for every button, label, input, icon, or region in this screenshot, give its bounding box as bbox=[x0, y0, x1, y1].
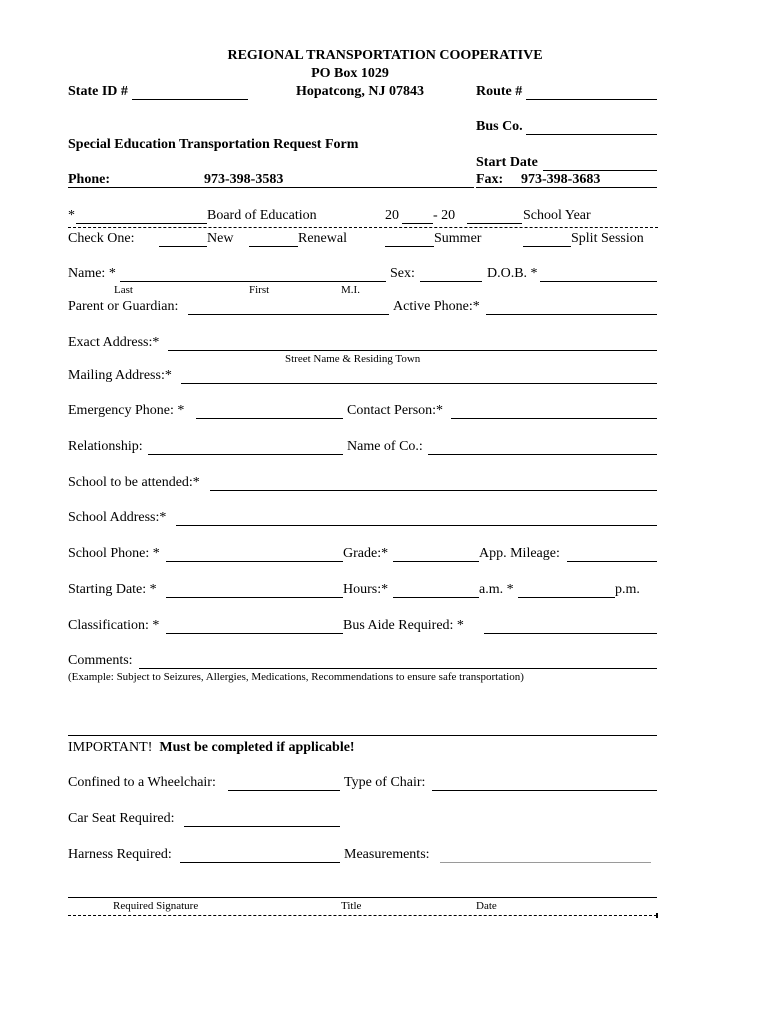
year-end-field[interactable] bbox=[468, 208, 521, 223]
divider-dashed-bottom bbox=[68, 915, 657, 916]
name-of-co-line bbox=[428, 454, 657, 455]
car-seat-line bbox=[184, 826, 340, 827]
route-line bbox=[526, 99, 657, 100]
starting-date-line bbox=[166, 597, 343, 598]
school-phone-field[interactable] bbox=[168, 546, 341, 561]
fax-label: Fax: bbox=[476, 172, 504, 187]
comments-example: (Example: Subject to Seizures, Allergies, Medications, Recommendations to ensure safe transportation) bbox=[68, 671, 524, 683]
check-split-field[interactable] bbox=[524, 231, 570, 246]
grade-line bbox=[393, 561, 479, 562]
check-renewal-label: Renewal bbox=[298, 231, 347, 246]
harness-line bbox=[180, 862, 340, 863]
classification-label: Classification: * bbox=[68, 618, 160, 633]
sex-field[interactable] bbox=[421, 266, 481, 281]
school-year-label: School Year bbox=[523, 208, 591, 223]
school-address-label: School Address:* bbox=[68, 510, 167, 525]
title-caption: Title bbox=[341, 900, 362, 912]
board-of-education-field[interactable] bbox=[78, 208, 205, 223]
hours-label: Hours:* bbox=[343, 582, 389, 597]
dob-line bbox=[540, 281, 657, 282]
school-attended-line bbox=[210, 490, 657, 491]
start-date-label: Start Date bbox=[476, 155, 538, 170]
harness-field[interactable] bbox=[182, 847, 338, 862]
wheelchair-label: Confined to a Wheelchair: bbox=[68, 775, 216, 790]
mailing-address-field[interactable] bbox=[183, 368, 655, 383]
check-summer-line bbox=[385, 246, 434, 247]
sex-line bbox=[420, 281, 482, 282]
city-line: Hopatcong, NJ 07843 bbox=[296, 84, 424, 99]
car-seat-field[interactable] bbox=[186, 811, 338, 826]
harness-label: Harness Required: bbox=[68, 847, 172, 862]
state-id-label: State ID # bbox=[68, 84, 128, 99]
route-label: Route # bbox=[476, 84, 523, 99]
classification-line bbox=[166, 633, 343, 634]
emergency-phone-label: Emergency Phone: * bbox=[68, 403, 185, 418]
date-caption: Date bbox=[476, 900, 497, 912]
year-start-line bbox=[402, 223, 433, 224]
bus-aide-label: Bus Aide Required: * bbox=[343, 618, 464, 633]
bus-aide-line bbox=[484, 633, 657, 634]
state-id-line bbox=[132, 99, 248, 100]
name-field[interactable] bbox=[122, 266, 384, 281]
phone-underline bbox=[68, 187, 474, 188]
bus-aide-field[interactable] bbox=[486, 618, 655, 633]
chair-type-label: Type of Chair: bbox=[344, 775, 426, 790]
fax-underline bbox=[476, 187, 657, 188]
year-mid: - 20 bbox=[433, 208, 456, 223]
contact-person-field[interactable] bbox=[453, 403, 655, 418]
active-phone-field[interactable] bbox=[487, 299, 656, 314]
signature-line bbox=[68, 897, 657, 898]
comments-field[interactable] bbox=[141, 653, 655, 668]
dob-field[interactable] bbox=[541, 266, 656, 281]
pm-label: p.m. bbox=[615, 582, 640, 597]
important-label bbox=[68, 741, 355, 755]
hours-line bbox=[393, 597, 479, 598]
active-phone-label: Active Phone:* bbox=[393, 299, 480, 314]
pm-line bbox=[518, 597, 615, 598]
divider-dashed-top bbox=[68, 227, 658, 228]
name-line bbox=[120, 281, 386, 282]
signature-field[interactable] bbox=[70, 881, 655, 896]
name-label: Name: * bbox=[68, 266, 116, 281]
measurements-line bbox=[440, 862, 651, 863]
check-new-label: New bbox=[207, 231, 234, 246]
check-one-label: Check One: bbox=[68, 231, 135, 246]
phone-label: Phone: bbox=[68, 172, 110, 187]
board-label: Board of Education bbox=[207, 208, 317, 223]
classification-field[interactable] bbox=[168, 618, 341, 633]
parent-field[interactable] bbox=[190, 299, 387, 314]
school-address-line bbox=[176, 525, 657, 526]
form-title: Special Education Transportation Request Form bbox=[68, 137, 359, 152]
exact-address-label: Exact Address:* bbox=[68, 335, 160, 350]
school-attended-label: School to be attended:* bbox=[68, 475, 200, 490]
starting-date-label: Starting Date: * bbox=[68, 582, 157, 597]
first-name-hint: First bbox=[249, 284, 270, 296]
cut-mark bbox=[656, 913, 658, 918]
start-date-field[interactable] bbox=[545, 155, 655, 170]
school-address-field[interactable] bbox=[178, 510, 655, 525]
starting-date-field[interactable] bbox=[168, 582, 341, 597]
board-asterisk: * bbox=[68, 208, 75, 223]
grade-label: Grade:* bbox=[343, 546, 389, 561]
comments-label: Comments: bbox=[68, 653, 133, 668]
mileage-label: App. Mileage: bbox=[479, 546, 560, 561]
year-prefix: 20 bbox=[385, 208, 399, 223]
signature-caption: Required Signature bbox=[113, 900, 199, 912]
board-line bbox=[76, 223, 207, 224]
wheelchair-line bbox=[228, 790, 340, 791]
route-field[interactable] bbox=[528, 84, 655, 99]
wheelchair-field[interactable] bbox=[230, 775, 338, 790]
fax-value: 973-398-3683 bbox=[521, 172, 601, 187]
hours-field[interactable] bbox=[394, 582, 478, 597]
address-hint: Street Name & Residing Town bbox=[285, 353, 421, 365]
am-pm-field[interactable] bbox=[519, 582, 614, 597]
bus-co-line bbox=[526, 134, 657, 135]
parent-line bbox=[188, 314, 389, 315]
comments-extra-line bbox=[68, 735, 657, 736]
org-name: REGIONAL TRANSPORTATION COOPERATIVE bbox=[227, 48, 543, 63]
name-of-co-field[interactable] bbox=[430, 439, 655, 454]
contact-person-label: Contact Person:* bbox=[347, 403, 444, 418]
exact-address-field[interactable] bbox=[170, 335, 655, 350]
emergency-phone-field[interactable] bbox=[198, 403, 341, 418]
measurements-field[interactable] bbox=[442, 847, 649, 862]
contact-person-line bbox=[451, 418, 657, 419]
relationship-field[interactable] bbox=[150, 439, 341, 454]
relationship-label: Relationship: bbox=[68, 439, 143, 454]
check-summer-field[interactable] bbox=[386, 231, 433, 246]
parent-label: Parent or Guardian: bbox=[68, 299, 179, 314]
check-summer-label: Summer bbox=[434, 231, 482, 246]
comments-line bbox=[139, 668, 657, 669]
mileage-line bbox=[567, 561, 657, 562]
grade-field[interactable] bbox=[394, 546, 478, 561]
relationship-line bbox=[148, 454, 343, 455]
check-new-line bbox=[159, 246, 207, 247]
mi-hint: M.I. bbox=[341, 284, 360, 296]
sex-label: Sex: bbox=[390, 266, 415, 281]
bus-co-label: Bus Co. bbox=[476, 119, 523, 134]
mailing-address-label: Mailing Address:* bbox=[68, 368, 172, 383]
mileage-field[interactable] bbox=[568, 546, 656, 561]
check-split-label: Split Session bbox=[571, 231, 644, 246]
year-start-field[interactable] bbox=[403, 208, 432, 223]
last-name-hint: Last bbox=[114, 284, 133, 296]
active-phone-line bbox=[486, 314, 657, 315]
check-new-field[interactable] bbox=[160, 231, 206, 246]
school-attended-field[interactable] bbox=[212, 475, 655, 490]
check-renewal-field[interactable] bbox=[250, 231, 297, 246]
dob-label: D.O.B. * bbox=[487, 266, 538, 281]
car-seat-label: Car Seat Required: bbox=[68, 811, 175, 826]
chair-type-line bbox=[432, 790, 657, 791]
year-end-line bbox=[467, 223, 522, 224]
phone-value: 973-398-3583 bbox=[204, 172, 284, 187]
school-phone-label: School Phone: * bbox=[68, 546, 160, 561]
important-word: IMPORTANT! bbox=[68, 740, 153, 755]
chair-type-field[interactable] bbox=[434, 775, 655, 790]
comments-extra-field[interactable] bbox=[70, 719, 655, 734]
check-renewal-line bbox=[249, 246, 298, 247]
exact-address-line bbox=[168, 350, 657, 351]
state-id-field[interactable] bbox=[134, 84, 246, 99]
important-note: Must be completed if applicable! bbox=[159, 740, 355, 755]
school-phone-line bbox=[166, 561, 343, 562]
measurements-label: Measurements: bbox=[344, 847, 430, 862]
bus-co-field[interactable] bbox=[528, 119, 655, 134]
emergency-phone-line bbox=[196, 418, 343, 419]
check-split-line bbox=[523, 246, 571, 247]
am-label: a.m. * bbox=[479, 582, 514, 597]
po-box: PO Box 1029 bbox=[311, 66, 389, 81]
name-of-co-label: Name of Co.: bbox=[347, 439, 423, 454]
start-date-line bbox=[543, 170, 657, 171]
mailing-address-line bbox=[181, 383, 657, 384]
